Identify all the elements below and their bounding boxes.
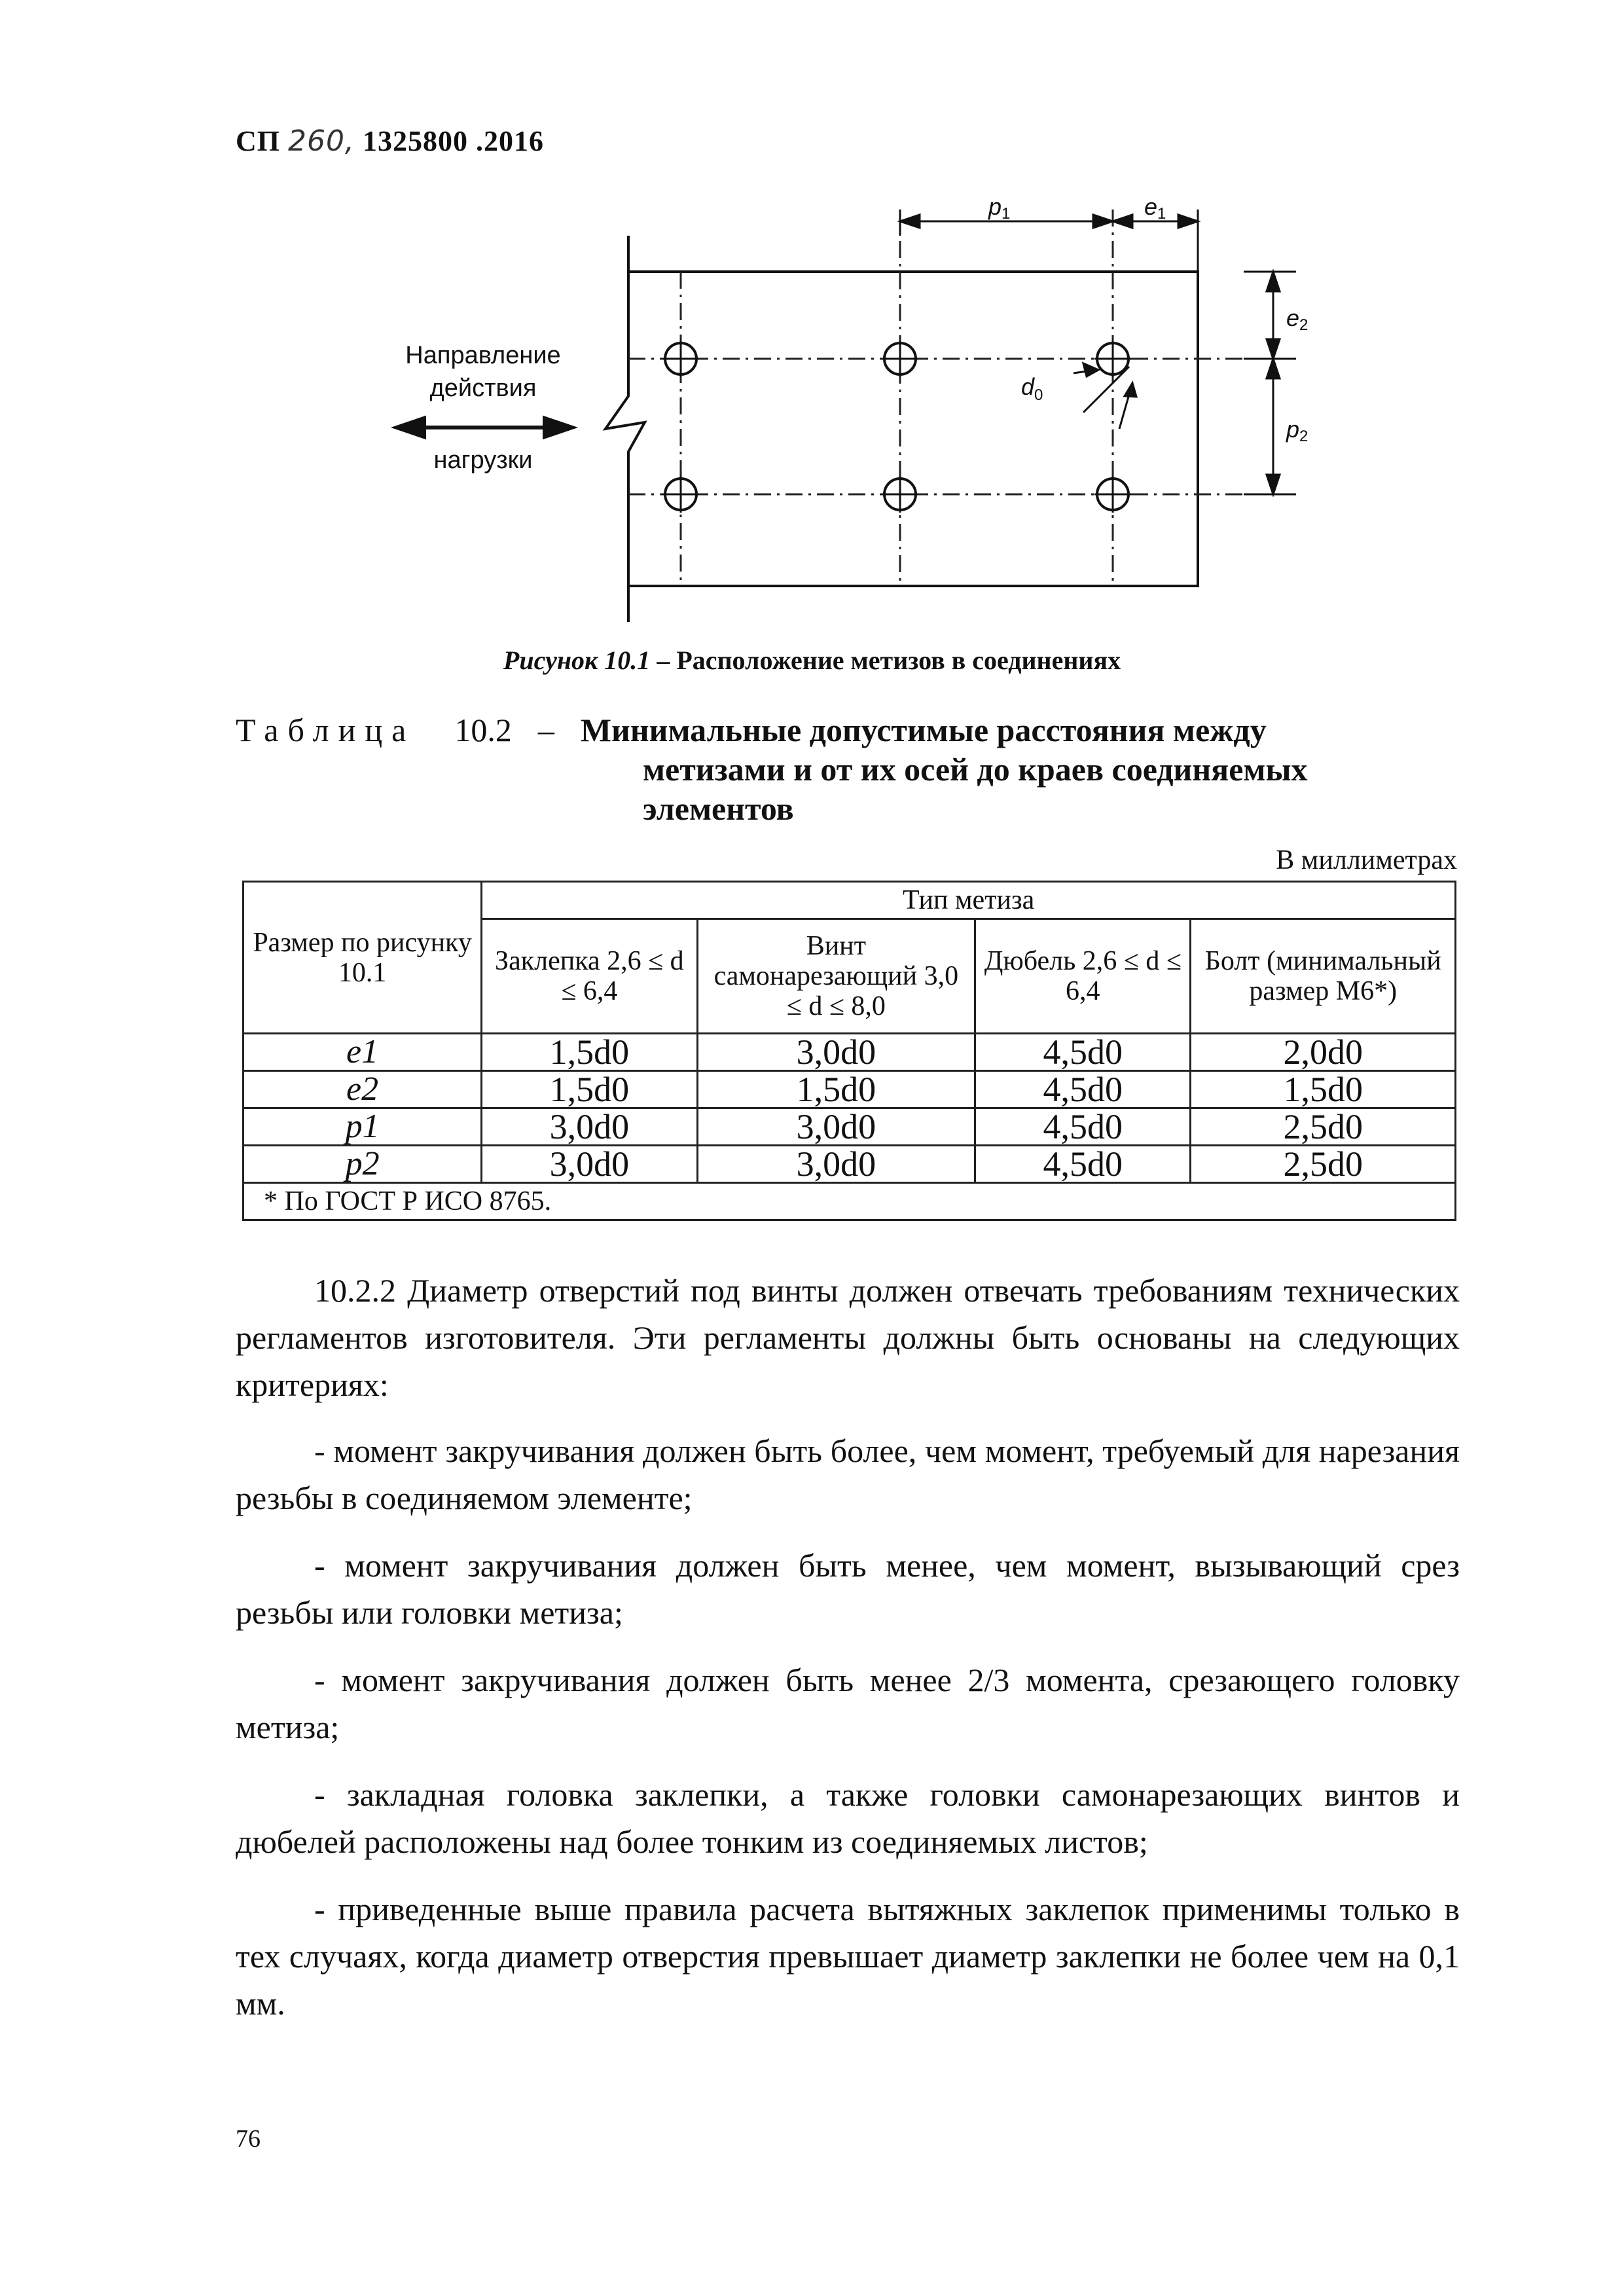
table-cell: 4,5d0 [975,1108,1191,1146]
fastener-layout-figure [0,0,1624,642]
row-label: e2 [244,1071,482,1108]
table-cell: 1,5d0 [1191,1071,1456,1108]
table-title [236,710,1460,828]
table-row [244,1108,1456,1146]
code-prefix: СП [236,125,280,157]
list-item: - момент закручивания должен быть более, чем момент, требуемый для нарезания резьбы в соединяемом элементе; [236,1432,1460,1516]
table-cell: 4,5d0 [975,1146,1191,1183]
label-e1: e1 [1144,193,1166,223]
row-label: p1 [244,1108,482,1146]
table-cell: 1,5d0 [697,1071,975,1108]
row-label: e1 [244,1034,482,1071]
caption-text: Расположение метизов в соединениях [676,646,1121,675]
units-note: В миллиметрах [1276,845,1457,875]
list-item: - приведенные выше правила расчета вытяжных заклепок применимы только в тех случаях, когда диаметр отверстия превышает диаметр заклепки не более чем на 0,1 мм. [236,1891,1460,2022]
table-word: Таблица [236,712,416,748]
figure-caption [0,645,1624,676]
table-row [244,1034,1456,1071]
figure-number: Рисунок 10.1 [503,646,651,675]
fastener-holes [665,343,1128,510]
caption-dash: – [657,646,670,675]
double-arrow-icon [393,416,576,439]
table-row [244,1071,1456,1108]
table-cell: 3,0d0 [482,1146,697,1183]
table-footnote: * По ГОСТ Р ИСО 8765. [244,1183,1456,1220]
table-cell: 2,5d0 [1191,1108,1456,1146]
table-title-line3: элементов [643,790,794,827]
direction-label-line2: действия [429,374,537,402]
label-p1: p1 [988,193,1011,223]
col-header-rivet: Заклепка 2,6 ≤ d ≤ 6,4 [482,919,697,1034]
list-item: - закладная головка заклепки, а также головки самонарезающих винтов и дюбелей расположены над более тонким из соединяемых листов; [236,1776,1460,1860]
table-header-row [244,882,1456,919]
support-line-break [605,236,645,622]
table-title-dash: – [537,712,554,748]
table-cell: 4,5d0 [975,1034,1191,1071]
distances-table [242,881,1456,1221]
label-e2: e2 [1286,304,1308,334]
table-cell: 3,0d0 [697,1146,975,1183]
table-cell: 3,0d0 [482,1108,697,1146]
table-cell: 2,0d0 [1191,1034,1456,1071]
table-number: 10.2 [454,712,512,748]
table-cell: 4,5d0 [975,1071,1191,1108]
col-header-dowel: Дюбель 2,6 ≤ d ≤ 6,4 [975,919,1191,1034]
label-p2: p2 [1286,416,1308,445]
code-handwritten-number: 260, [288,124,355,158]
table-footnote-row [244,1183,1456,1220]
col-header-screw: Винт самонарезающий 3,0 ≤ d ≤ 8,0 [697,919,975,1034]
table-cell: 1,5d0 [482,1034,697,1071]
direction-label-line3: нагрузки [433,446,533,474]
row-label: p2 [244,1146,482,1183]
col-header-size: Размер по рисунку 10.1 [244,882,482,1034]
paragraph-10-2-2: 10.2.2 Диаметр отверстий под винты должен отвечать требованиям технических регламентов изготовителя. Эти регламенты должны быть основаны на следующих критериях: [236,1272,1460,1403]
table-title-line2: метизами и от их осей до краев соединяемых [643,751,1308,788]
label-d0: $d_0$ [1021,373,1043,404]
group-header-fastener-type: Тип метиза [482,882,1456,919]
table-cell: 2,5d0 [1191,1146,1456,1183]
list-item: - момент закручивания должен быть менее, чем момент, вызывающий срез резьбы или головки метиза; [236,1547,1460,1631]
direction-label-line1: Направление [405,342,561,369]
table-cell: 1,5d0 [482,1071,697,1108]
table-cell: 3,0d0 [697,1034,975,1071]
list-item: - момент закручивания должен быть менее 2/3 момента, срезающего головку метиза; [236,1662,1460,1745]
code-number: 1325800 .2016 [362,125,544,157]
table-row [244,1146,1456,1183]
axis-lines [628,210,1244,586]
table-title-line1: Минимальные допустимые расстояния между [580,712,1267,748]
page-number: 76 [236,2125,261,2153]
col-header-bolt: Болт (минимальный размер М6*) [1191,919,1456,1034]
table-cell: 3,0d0 [697,1108,975,1146]
